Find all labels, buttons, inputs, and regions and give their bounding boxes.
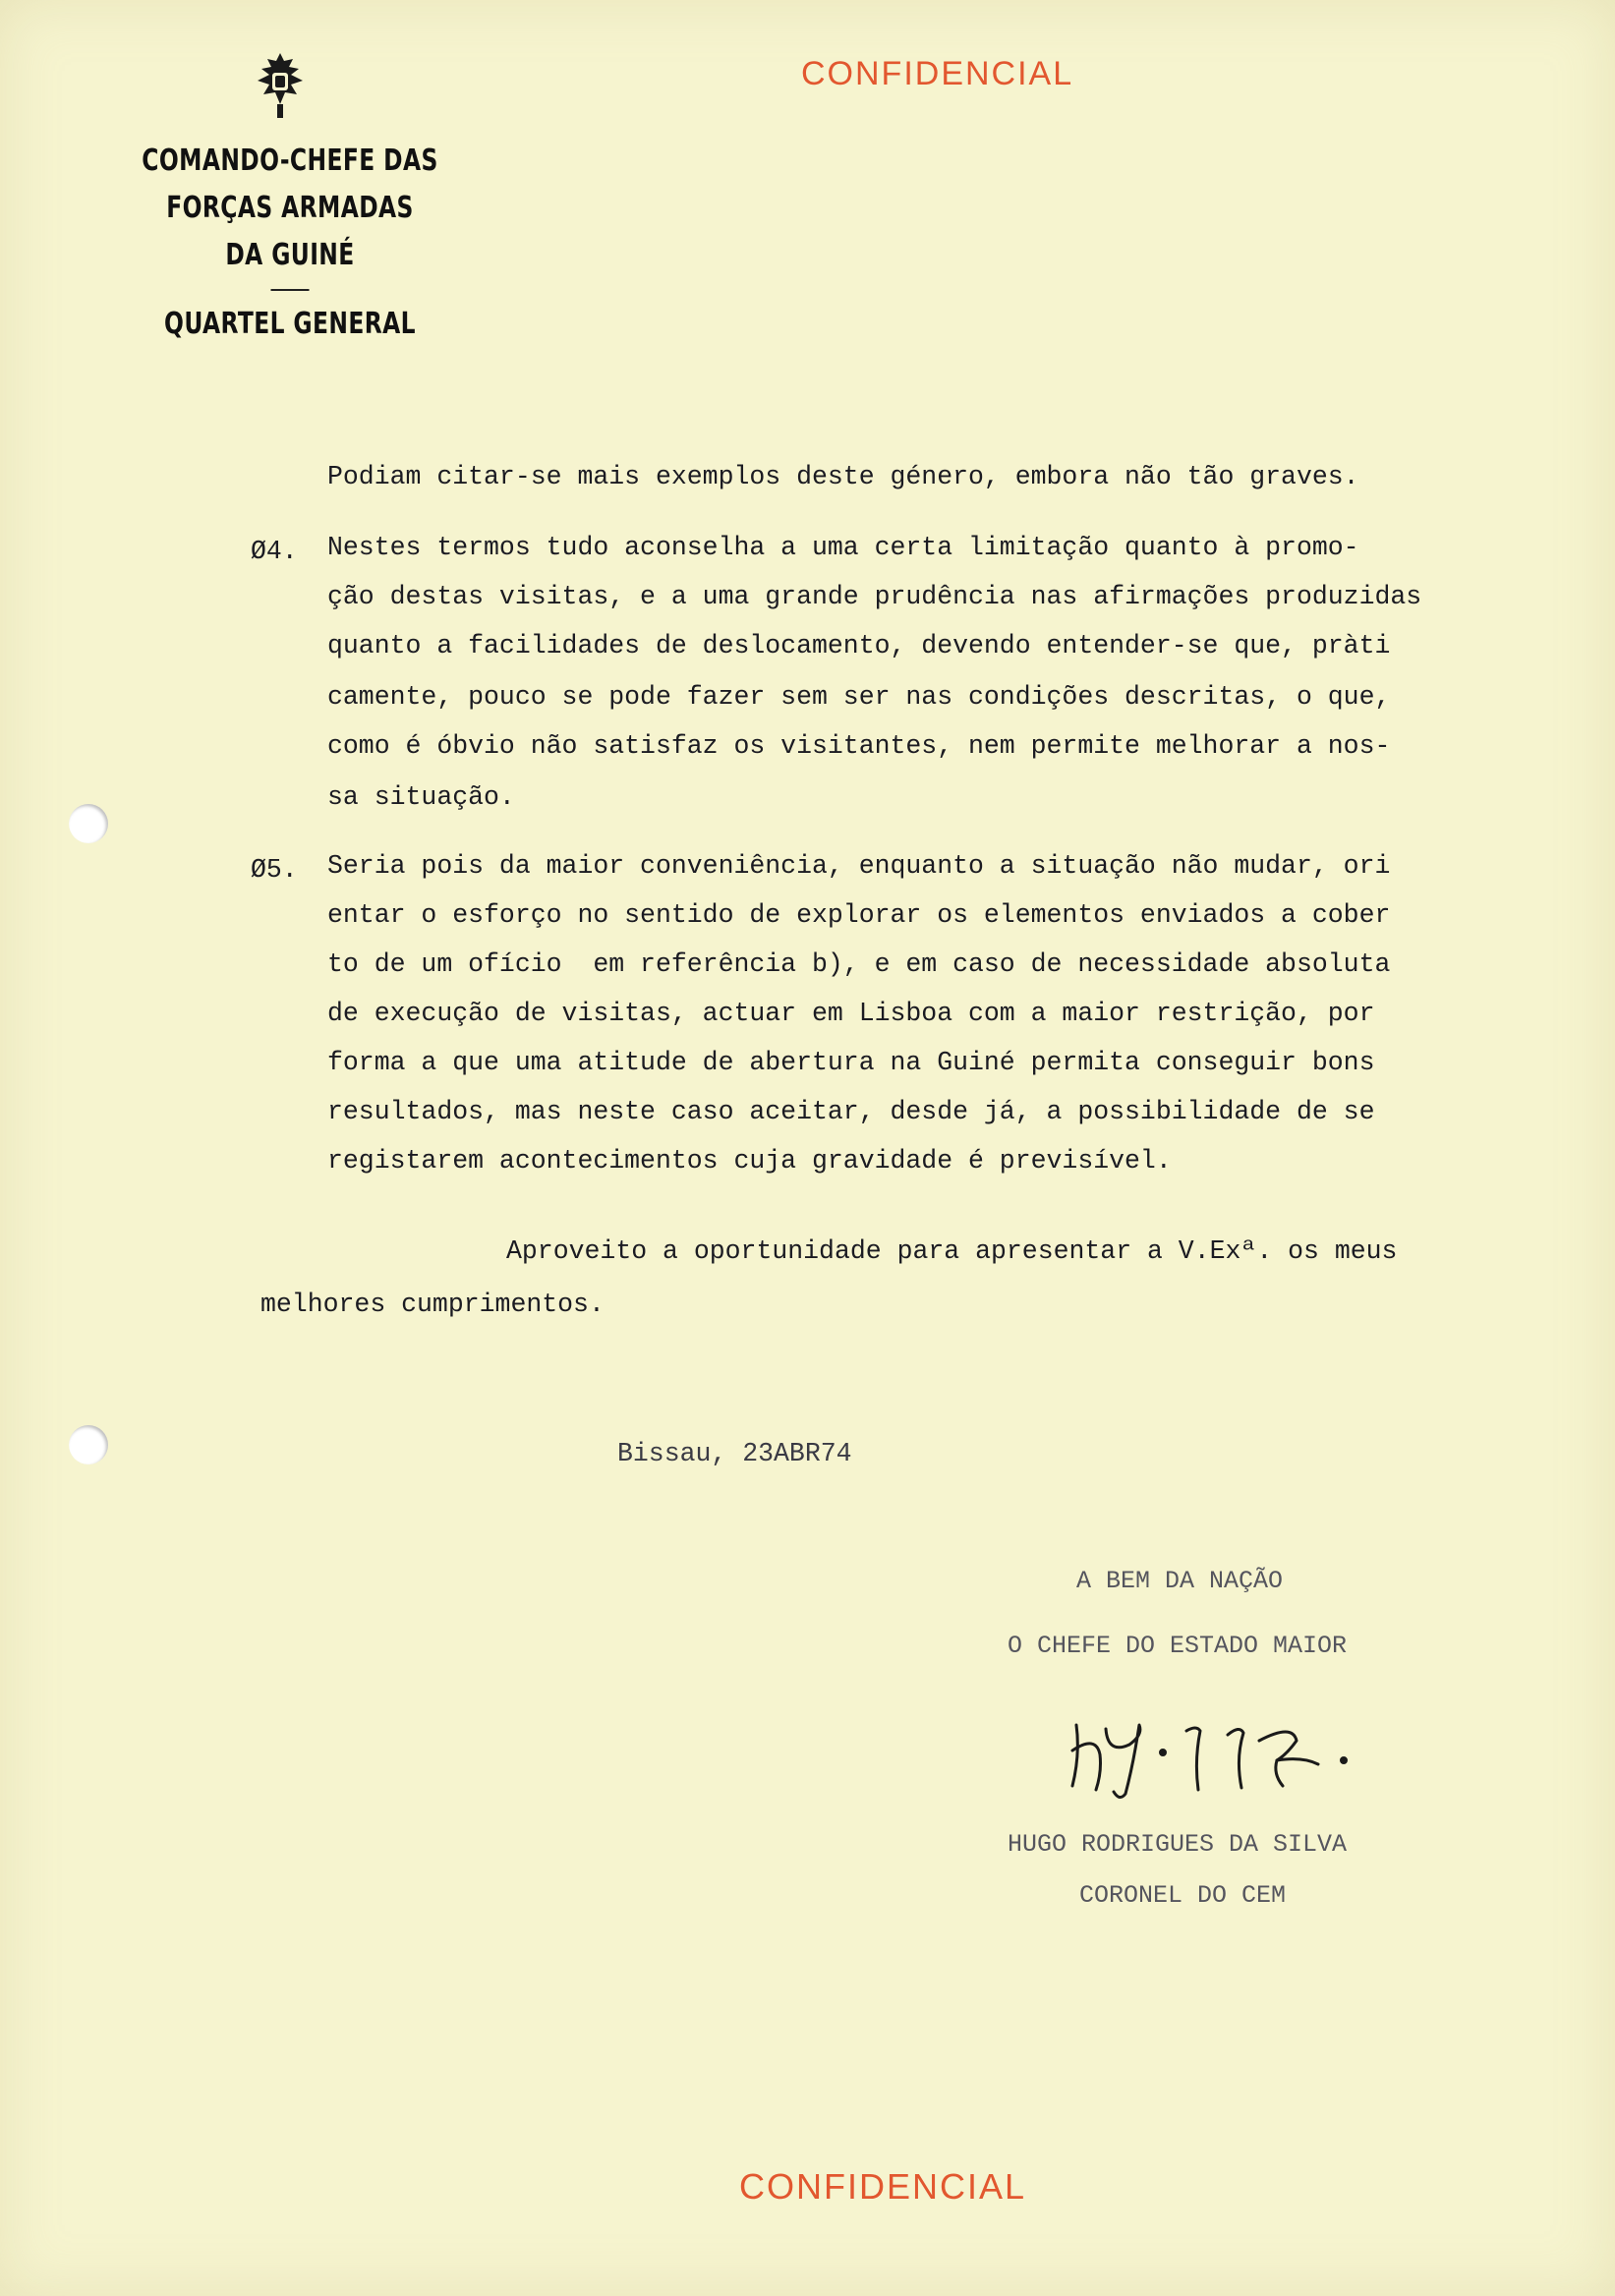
place-date: Bissau, 23ABR74: [617, 1439, 852, 1468]
p4-line: Nestes termos tudo aconselha a uma certa limitação quanto à promo-: [327, 533, 1359, 562]
letterhead: [110, 138, 471, 348]
letterhead-divider: [271, 289, 310, 291]
paragraph-number-5: Ø5.: [251, 855, 298, 885]
p4-line: ção destas visitas, e a uma grande prudência nas afirmações produzidas: [327, 582, 1422, 611]
paragraph-number-4: Ø4.: [251, 537, 298, 566]
confidential-stamp-bottom: CONFIDENCIAL: [739, 2166, 1027, 2207]
p5-line: de execução de visitas, actuar em Lisboa com a maior restrição, por: [327, 999, 1375, 1028]
punch-hole: [69, 804, 108, 843]
p4-line: como é óbvio não satisfaz os visitantes, nem permite melhorar a nos-: [327, 731, 1391, 761]
p5-line: registarem acontecimentos cuja gravidade é previsível.: [327, 1146, 1172, 1176]
letterhead-line-3: QUARTEL GENERAL: [164, 307, 416, 341]
p4-line: sa situação.: [327, 782, 515, 812]
p5-line: to de um ofício em referência b), e em caso de necessidade absoluta: [327, 949, 1391, 979]
closing-line-1: Aproveito a oportunidade para apresentar a V.Exª. os meus: [506, 1236, 1398, 1266]
punch-hole: [69, 1425, 108, 1464]
closing-line-2: melhores cumprimentos.: [260, 1290, 605, 1319]
confidential-stamp-top: CONFIDENCIAL: [801, 55, 1074, 92]
p5-line: resultados, mas neste caso aceitar, desde já, a possibilidade de se: [327, 1097, 1375, 1126]
p5-line: Seria pois da maior conveniência, enquanto a situação não mudar, ori: [327, 851, 1391, 881]
p4-line: quanto a facilidades de deslocamento, devendo entender-se que, pràti: [327, 631, 1391, 660]
p5-line: entar o esforço no sentido de explorar os elementos enviados a cober: [327, 900, 1391, 930]
salutation-line: A BEM DA NAÇÃO: [1076, 1567, 1284, 1595]
letterhead-line-2: DA GUINÉ: [225, 238, 355, 272]
coat-of-arms-icon: [254, 51, 307, 122]
chief-of-staff-title: O CHEFE DO ESTADO MAIOR: [1008, 1632, 1348, 1660]
p4-line: camente, pouco se pode fazer sem ser nas condições descritas, o que,: [327, 682, 1391, 712]
letterhead-line-1: COMANDO-CHEFE DAS FORÇAS ARMADAS: [142, 144, 438, 225]
p5-line: forma a que uma atitude de abertura na Guiné permita conseguir bons: [327, 1048, 1375, 1077]
intro-line: Podiam citar-se mais exemplos deste género, embora não tão graves.: [327, 462, 1359, 491]
signatory-rank: CORONEL DO CEM: [1079, 1881, 1287, 1910]
handwritten-signature: [1067, 1695, 1440, 1804]
signatory-name: HUGO RODRIGUES DA SILVA: [1008, 1830, 1348, 1859]
